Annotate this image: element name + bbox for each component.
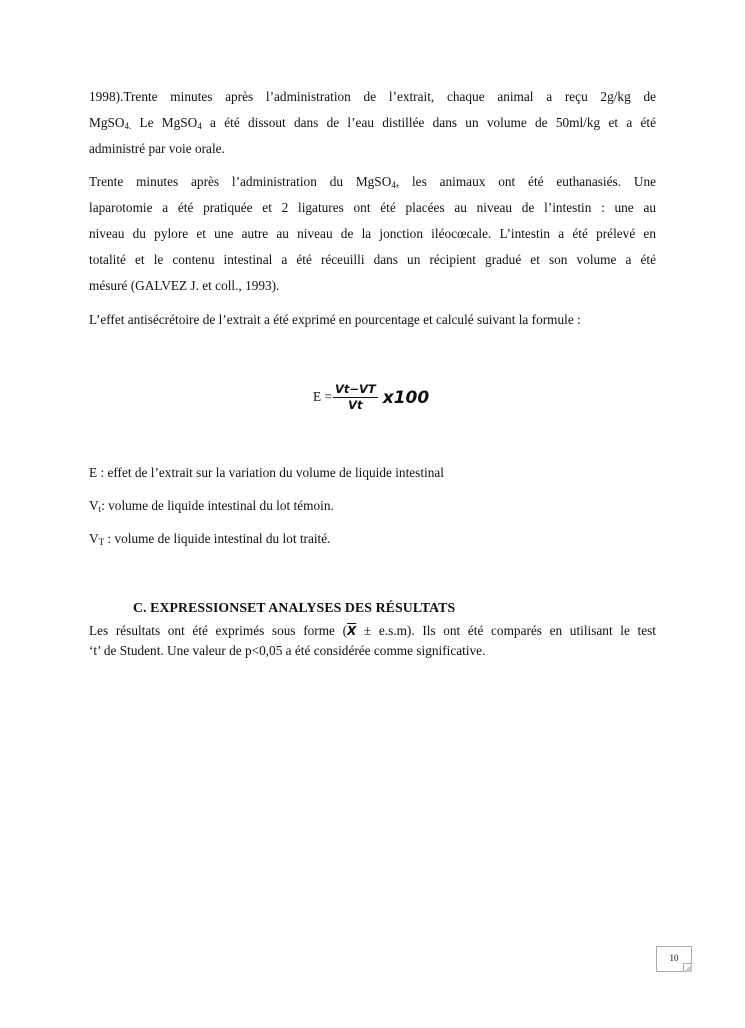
section-heading: C. EXPRESSIONSET ANALYSES DES RÉSULTATS [133,600,456,615]
paragraph-formula-intro [89,307,656,333]
text-line: mésuré (GALVEZ J. et coll., 1993). [89,278,280,293]
text-line: Trente minutes après l’administration du MgSO$_4$, les animaux ont été euthanasiés. Une [89,174,656,190]
page-fold-corner [683,963,692,972]
formula-multiplier: x100 [382,388,430,408]
definition-vt-traite: $V_T$ : volume de liquide intestinal du lot traité. [89,531,331,547]
antisecretory-formula [313,374,429,420]
definition-vt-temoin: $V_t$: volume de liquide intestinal du lot témoin. [89,498,334,514]
text-line: niveau du pylore et une autre au niveau de la jonction iléocœcale. L’intestin a été prélevé en [89,226,656,241]
text-line: administré par voie orale. [89,141,225,156]
formula-fraction [333,382,378,413]
paragraph-mgso4-administration [89,84,656,162]
definition-e: E : effet de l’extrait sur la variation du volume de liquide intestinal [89,465,444,480]
page-number-box [656,946,692,972]
formula-lhs: E = [313,389,332,404]
text-line: totalité et le contenu intestinal a été réceuilli dans un récipient gradué et son volume a été [89,252,656,267]
page-number: 10 [669,953,679,963]
text-line: laparotomie a été pratiquée et 2 ligatures ont été placées au niveau de l’intestin : une au [89,200,656,215]
text-line: MgSO$_{4.}$ Le MgSO$_4$ a été dissout dans de l’eau distillée dans un volume de 50ml/kg et a été [89,115,656,131]
formula-denominator: Vt [348,397,363,412]
text-line: 1998).Trente minutes après l’administration de l’extrait, chaque animal a reçu 2g/kg de [89,89,656,104]
formula-numerator: Vt−VT [334,381,376,396]
text-line: ‘t’ de Student. Une valeur de p<0,05 a été considérée comme significative. [89,643,486,658]
x-bar-symbol: $\overline{X}$ [347,624,357,638]
text-line: Les résultats ont été exprimés sous forme $(\overline{X} \pm e.s.m)$. Ils ont été comparés en utilisant le test [89,623,656,638]
paragraph-laparotomie [89,169,656,299]
text-line: L’effet antisécrétoire de l’extrait a été exprimé en pourcentage et calculé suivant la formule : [89,312,581,327]
paragraph-results-expression [89,621,656,661]
